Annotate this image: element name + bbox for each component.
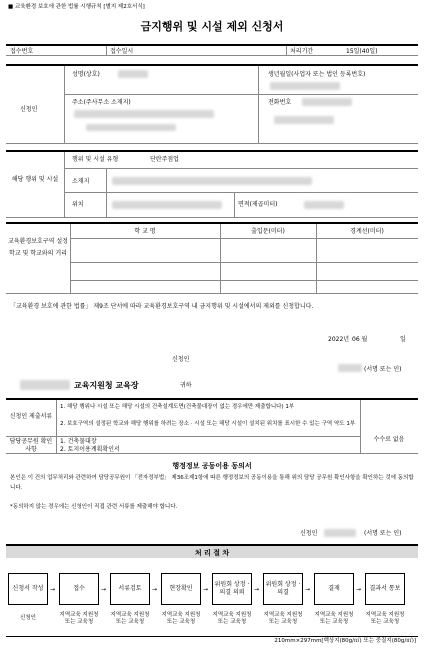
redacted-location [112, 177, 312, 185]
divider [56, 400, 57, 454]
arrow-icon: → [152, 586, 158, 593]
redacted-area [304, 201, 344, 209]
distance-section [6, 222, 418, 294]
divider [234, 192, 235, 218]
process-label-5: 지역교육 지원청 또는 교육청 [212, 612, 252, 625]
divider [70, 238, 418, 239]
arrow-icon: → [50, 586, 56, 593]
footer-divider [6, 636, 418, 637]
divider [64, 168, 418, 169]
consent-sign-hint: (서명 또는 인) [364, 530, 402, 537]
redacted-consent-name [324, 529, 356, 537]
area-label: 면적(제곱미터) [238, 201, 278, 208]
redacted-phone-2 [274, 116, 334, 124]
birth-label: 생년월일(사업자 또는 법인 등록번호) [268, 71, 366, 78]
signature-hint: (서명 또는 인) [364, 366, 402, 373]
form-header-note: ■ 교육환경 보호에 관한 법률 시행규칙 [별지 제2호서식] [8, 4, 145, 10]
date-year: 2022년 [328, 336, 350, 343]
process-step-1: 신청서 작성 [8, 573, 48, 605]
name-label: 성명(상호) [72, 71, 100, 78]
processing-period-label: 처리기간 [290, 48, 314, 55]
process-label-8: 지역교육 지원청 또는 교육청 [365, 612, 405, 625]
processing-period-value: 15일(40일) [346, 48, 378, 55]
official-check-label: 담당공무원 확인사항 [9, 438, 53, 453]
arrow-icon: → [101, 586, 107, 593]
facility-type-label: 행위 및 시설 유형 [72, 156, 119, 163]
facility-section [6, 150, 418, 218]
addressee-suffix: 귀하 [180, 382, 192, 389]
col-school: 학 교 명 [134, 228, 156, 235]
process-step-4: 현장확인 [161, 573, 201, 605]
distance-section-label: 교육환경보호구역 설정 학교 및 학교와의 거리 [8, 238, 68, 257]
divider [360, 400, 361, 454]
process-label-3: 지역교육 지원청 또는 교육청 [110, 612, 150, 625]
divider [286, 46, 287, 56]
doc-item-2: 2. 보호구역의 설정된 학교와 해당 행위를 하려는 장소 · 시설 또는 해당 시설이 설치된 위치를 표시한 수 있는 구역 약도 1부 [60, 421, 356, 427]
receipt-date-label: 접수일시 [110, 48, 134, 55]
request-text: 「교육환경 보호에 관한 법률」 제9조 단서에 따라 교육환경보호구역 내 금지행위 및 시설에서의 제외를 신청합니다. [10, 303, 314, 310]
redacted-name [118, 70, 148, 78]
date-day: 일 [400, 336, 406, 343]
doc-item-1: 1. 해당 행위나 시설 또는 해당 시설의 건축설계도면(건축물대장이 없는 경우에만 제출합니다) 1부 [60, 404, 295, 410]
receipt-no-label: 접수번호 [10, 48, 34, 55]
divider [64, 152, 65, 218]
process-label-1: 신청인 [20, 615, 36, 621]
process-title: 처 리 절 차 [194, 549, 230, 557]
signature-label: 신청인 [172, 356, 190, 363]
process-step-6: 위원회 상정 · 의결 [263, 573, 303, 605]
consent-title: 행정정보 공동이용 동의서 [172, 462, 252, 470]
process-label-2: 지역교육 지원청 또는 교육청 [59, 612, 99, 625]
col-entrance: 출입문(미터) [251, 228, 285, 235]
process-step-3: 서류검토 [110, 573, 150, 605]
redacted-phone [302, 98, 352, 106]
applicant-section [6, 64, 418, 144]
applicant-docs-label: 신청인 제출서류 [9, 413, 53, 420]
divider [6, 436, 360, 437]
applicant-section-label: 신청인 [20, 106, 38, 113]
redacted-signature-name [338, 364, 362, 372]
redacted-address-2 [86, 124, 176, 131]
redacted-position [112, 201, 222, 209]
receipt-row [6, 44, 418, 56]
consent-sign-label: 신청인 [300, 530, 318, 537]
location-label: 소재지 [72, 178, 90, 185]
process-label-6: 지역교육 지원청 또는 교육청 [263, 612, 303, 625]
divider [64, 192, 418, 193]
arrow-icon: → [254, 586, 260, 593]
divider [106, 46, 107, 56]
addressee-office: 교육지원청 교육장 [74, 381, 139, 390]
process-step-7: 결재 [314, 573, 354, 605]
paper-spec-footer: 210mm×297mm[백상지(80g/㎡) 또는 중질지(80g/㎡)] [274, 638, 416, 644]
divider [70, 280, 418, 281]
fee-label: 수수료 없음 [373, 436, 405, 443]
process-step-8: 결과서 통보 [365, 573, 405, 605]
date-month: 06 월 [352, 336, 368, 343]
redacted-address [74, 110, 214, 118]
divider [106, 168, 107, 218]
facility-section-label: 해당 행위 및 시설 [11, 176, 59, 183]
divider [64, 94, 418, 95]
divider [258, 66, 259, 144]
process-label-4: 지역교육 지원청 또는 교육청 [161, 612, 201, 625]
redacted-office-region [20, 380, 70, 390]
consent-note: *동의하지 않는 경우에는 신청인이 직접 관련 서류를 제출해야 합니다. [10, 504, 178, 510]
arrow-icon: → [305, 586, 311, 593]
doc-item-3: 1. 건축물대장 [60, 438, 97, 445]
phone-label: 전화번호 [268, 99, 292, 106]
arrow-icon: → [356, 586, 362, 593]
arrow-icon: → [203, 586, 209, 593]
address-label: 주소(주사무소 소재지) [72, 99, 131, 106]
col-boundary: 경계선(미터) [350, 228, 384, 235]
process-step-5: 위원회 상정 · 의결 의뢰 [212, 573, 252, 605]
consent-body: 본인은 이 건의 업무처리와 관련하여 담당공무원이 「전자정부법」 제36조제1항에 따른 행정정보의 공동이용을 통해 위의 담당 공무원 확인사항을 확인하는 것에 동의합니다. [10, 475, 414, 491]
position-label: 위치 [72, 201, 84, 208]
process-step-2: 접수 [59, 573, 99, 605]
divider [64, 66, 65, 144]
documents-table [6, 398, 418, 454]
page-title: 금지행위 및 시설 제외 신청서 [140, 20, 284, 33]
divider [70, 262, 418, 263]
process-header [6, 544, 418, 558]
redacted-birth [270, 82, 340, 90]
doc-item-4: 2. 토지이용계획확인서 [60, 446, 120, 453]
facility-type-value: 단란주점업 [150, 156, 179, 163]
process-label-7: 지역교육 지원청 또는 교육청 [314, 612, 354, 625]
